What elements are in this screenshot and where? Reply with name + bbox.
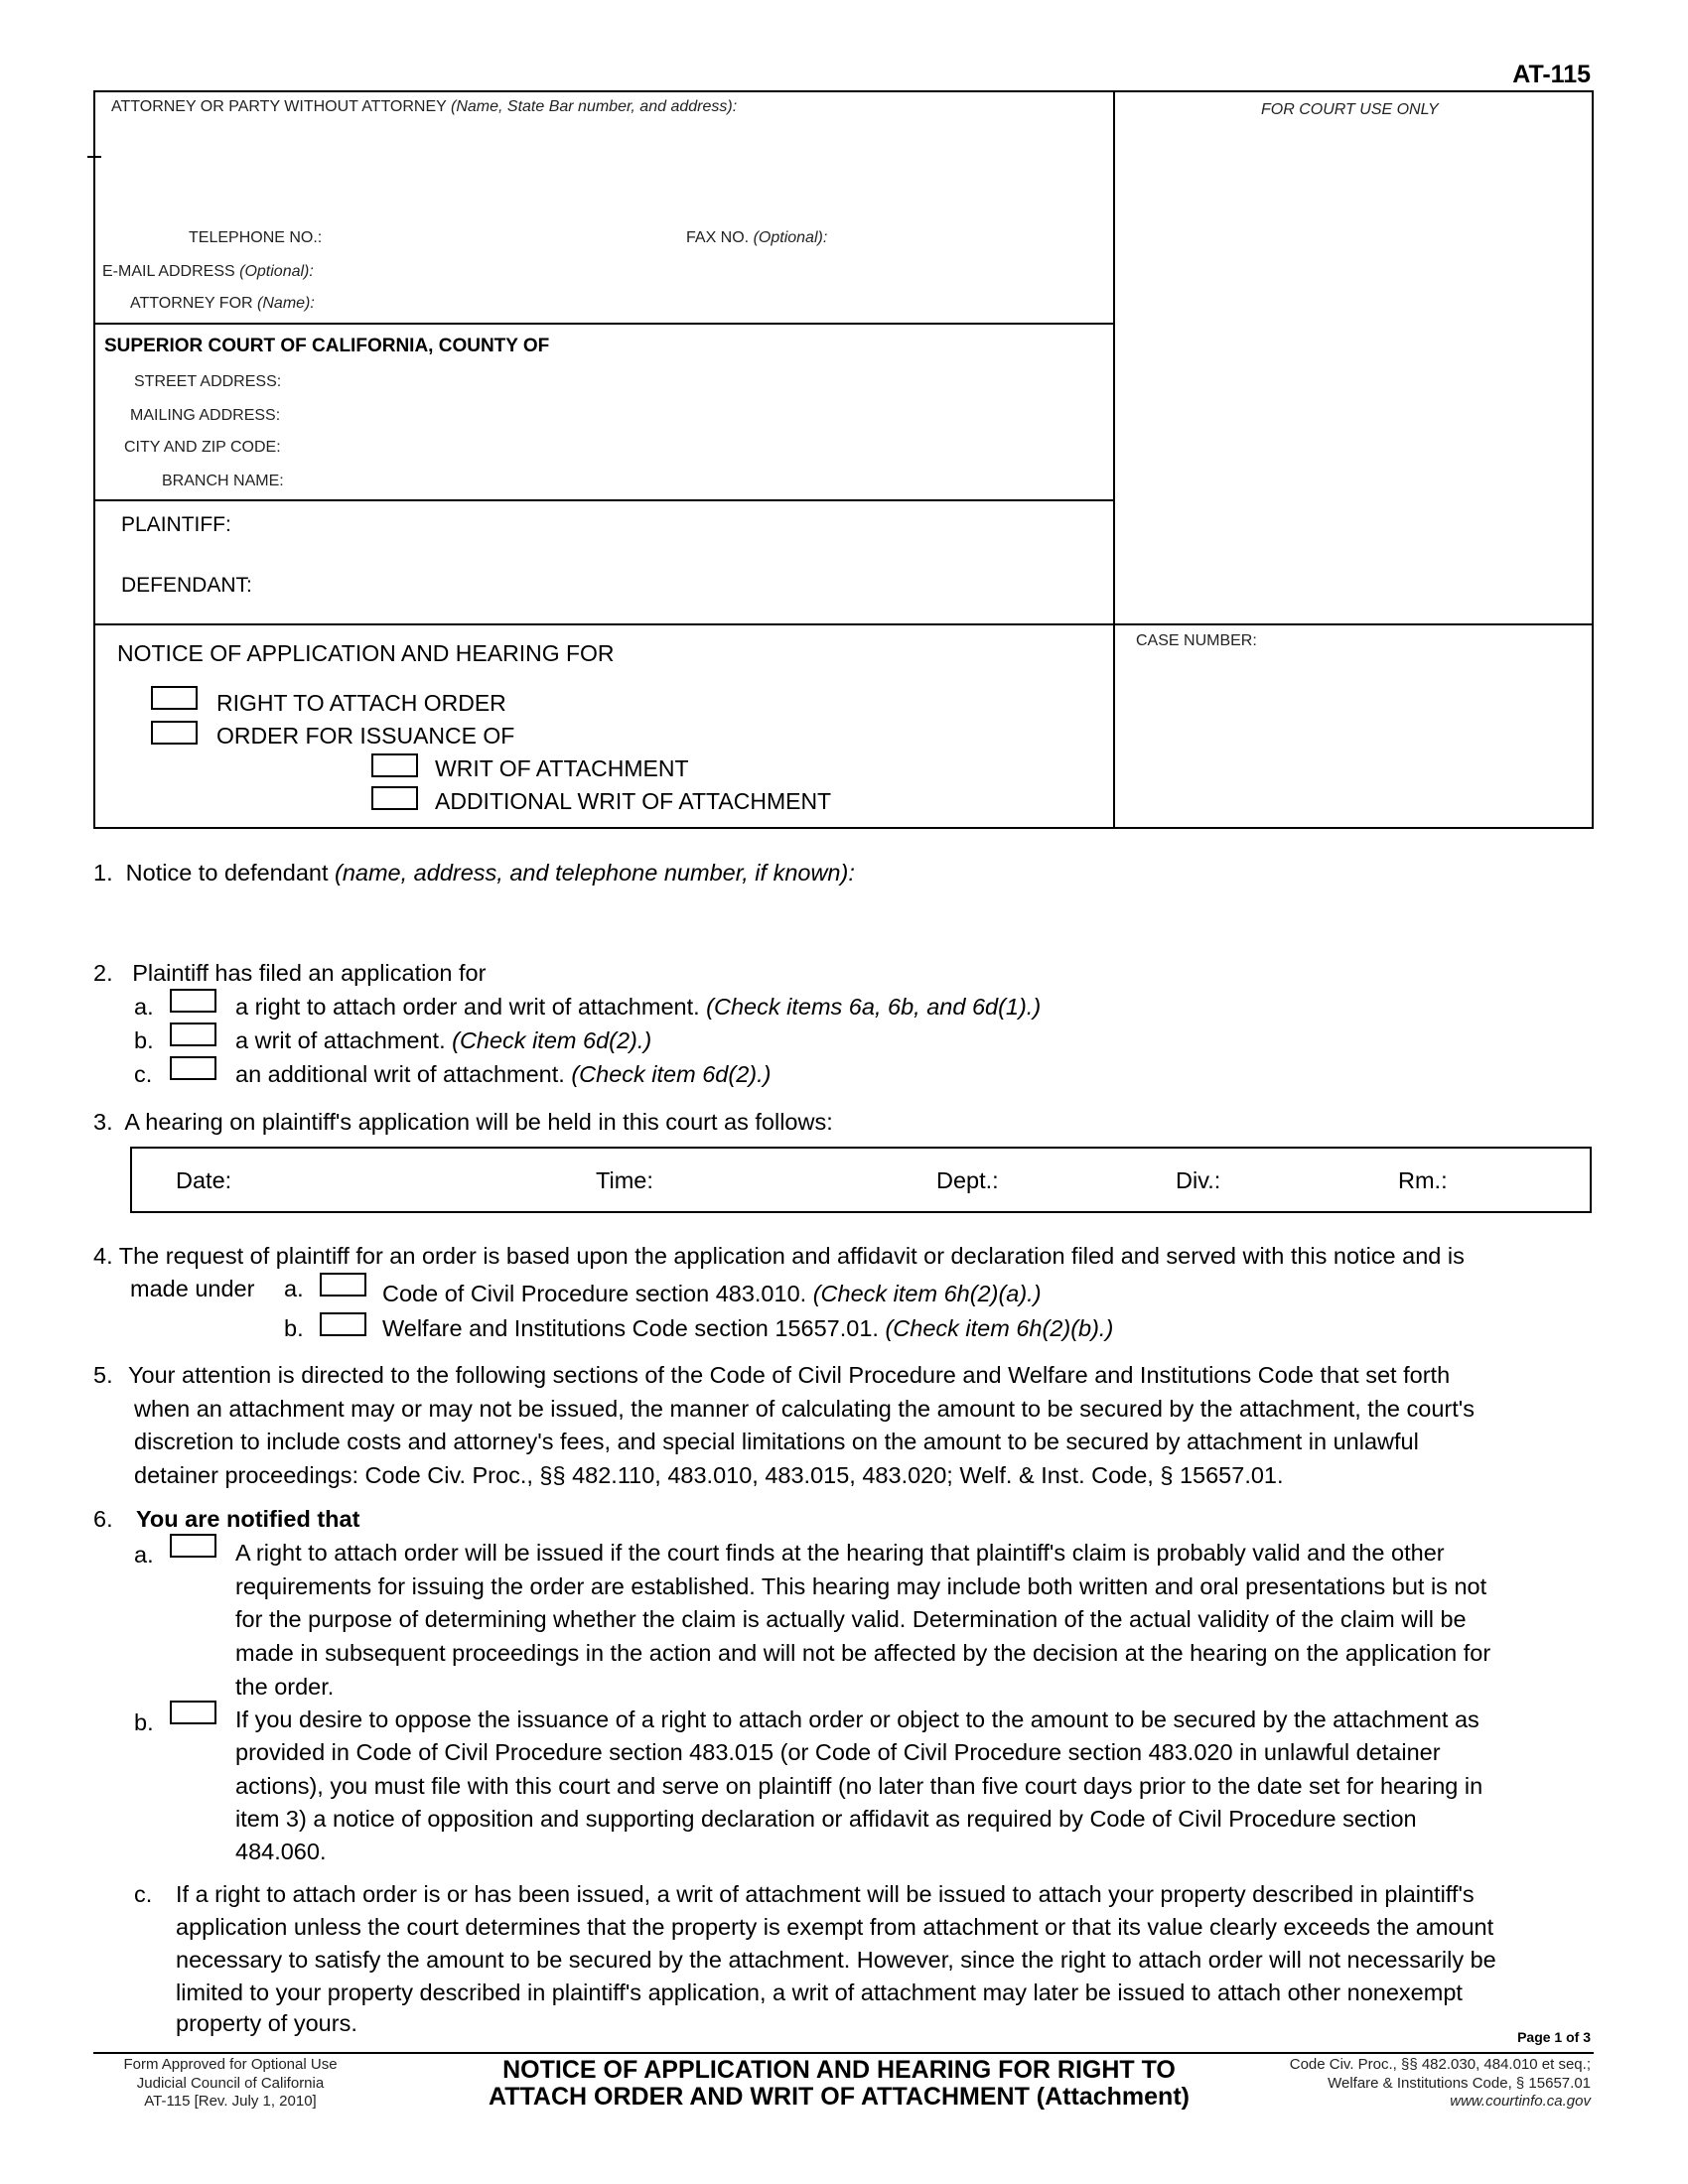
item-6c-line: If a right to attach order is or has been issued, a writ of attachment will be issued to attach your property described in plaintiff's [176, 1881, 1475, 1907]
item-6b-line: item 3) a notice of opposition and supporting declaration or affidavit as required by Code of Civil Procedure section [235, 1806, 1417, 1832]
checkbox-writ[interactable] [371, 753, 418, 777]
attorney-label[interactable]: ATTORNEY OR PARTY WITHOUT ATTORNEY (Name, State Bar number, and address): [111, 98, 738, 115]
item-6c-line: necessary to satisfy the amount to be secured by the attachment. However, since the right to attach order will not necessarily be [176, 1947, 1496, 1973]
form-id: AT-115 [1512, 61, 1591, 88]
hearing-rm-field[interactable]: Rm.: [1398, 1167, 1448, 1193]
item-2c: an additional writ of attachment. (Check item 6d(2).) [235, 1061, 772, 1087]
item-6c-letter: c. [134, 1881, 153, 1907]
divider [1113, 90, 1115, 829]
item-6b-letter: b. [134, 1709, 154, 1735]
item-4a-letter: a. [284, 1276, 304, 1301]
footer-divider [93, 2052, 1594, 2054]
case-number-field[interactable]: CASE NUMBER: [1136, 632, 1257, 649]
court-use-label: FOR COURT USE ONLY [1261, 101, 1439, 118]
footer-title [417, 2057, 1261, 2111]
street-address-field[interactable]: STREET ADDRESS: [134, 373, 282, 390]
mailing-address-field[interactable]: MAILING ADDRESS: [130, 407, 281, 424]
court-name-field[interactable]: SUPERIOR COURT OF CALIFORNIA, COUNTY OF [104, 336, 550, 356]
footer-citation: Welfare & Institutions Code, § 15657.01 [1328, 2074, 1591, 2092]
divider [93, 499, 1114, 501]
email-field[interactable]: E-MAIL ADDRESS (Optional): [102, 263, 314, 280]
field-mark [87, 156, 101, 158]
item-5-num: 5. [93, 1362, 113, 1388]
item-6a-line: the order. [235, 1674, 335, 1700]
item-6a-line: A right to attach order will be issued if the court finds at the hearing that plaintiff's claim is probably valid and the other [235, 1540, 1445, 1566]
plaintiff-field[interactable]: PLAINTIFF: [121, 513, 231, 536]
checkbox-right-to-attach[interactable] [151, 686, 198, 710]
item-6-heading: You are notified that [136, 1506, 360, 1532]
item-4b: Welfare and Institutions Code section 15657.01. (Check item 6h(2)(b).) [382, 1315, 1114, 1341]
checkbox-order-for-issuance[interactable] [151, 721, 198, 745]
item-2a-letter: a. [134, 994, 154, 1020]
footer-left-line: Form Approved for Optional Use [123, 2056, 338, 2073]
item-5-line: when an attachment may or may not be issued, the manner of calculating the amount to be secured by the attachment, the court's [134, 1396, 1475, 1422]
checkbox-4b[interactable] [320, 1312, 366, 1336]
item-2: 2. Plaintiff has filed an application for [93, 960, 487, 986]
checkbox-2a[interactable] [170, 989, 216, 1013]
attorney-for-field[interactable]: ATTORNEY FOR (Name): [130, 295, 315, 312]
option-writ: WRIT OF ATTACHMENT [435, 755, 689, 781]
item-6b-line: actions), you must file with this court and serve on plaintiff (no later than five court days prior to the date set for hearing in [235, 1773, 1483, 1799]
item-4a: Code of Civil Procedure section 483.010. (Check item 6h(2)(a).) [382, 1281, 1042, 1306]
footer-right [1290, 2056, 1591, 2112]
item-6a-line: made in subsequent proceedings in the action and will not be affected by the decision at the hearing on the application for [235, 1640, 1491, 1666]
footer-left-line: Judicial Council of California [136, 2074, 325, 2092]
caption-box [93, 90, 1594, 829]
item-3: 3. A hearing on plaintiff's application will be held in this court as follows: [93, 1109, 833, 1135]
item-2b: a writ of attachment. (Check item 6d(2).) [235, 1027, 652, 1053]
item-6-num: 6. [93, 1506, 113, 1532]
divider [93, 623, 1594, 625]
defendant-field[interactable]: DEFENDANT: [121, 574, 252, 597]
item-2c-letter: c. [134, 1061, 153, 1087]
checkbox-6b[interactable] [170, 1701, 216, 1724]
checkbox-4a[interactable] [320, 1273, 366, 1297]
item-6b-line: provided in Code of Civil Procedure section 483.015 (or Code of Civil Procedure section 483.020 in unlawful detainer [235, 1739, 1441, 1765]
telephone-field[interactable]: TELEPHONE NO.: [189, 229, 323, 246]
item-6a-line: requirements for issuing the order are established. This hearing may include both written and oral presentations but is not [235, 1573, 1487, 1599]
item-6c-line: limited to your property described in plaintiff's application, a writ of attachment may later be issued to attach other nonexempt [176, 1979, 1463, 2005]
footer-left [101, 2056, 359, 2112]
item-5-line: discretion to include costs and attorney's fees, and special limitations on the amount to be secured by attachment in unlawful [134, 1429, 1419, 1454]
hearing-time-field[interactable]: Time: [596, 1167, 653, 1193]
checkbox-2b[interactable] [170, 1023, 216, 1046]
item-6c-line: application unless the court determines that the property is exempt from attachment or that its value clearly exceeds the amount [176, 1914, 1494, 1940]
footer-title-line: ATTACH ORDER AND WRIT OF ATTACHMENT (Attachment) [489, 2083, 1190, 2111]
checkbox-6a[interactable] [170, 1534, 216, 1558]
item-4b-letter: b. [284, 1315, 304, 1341]
item-1: 1. Notice to defendant (name, address, and telephone number, if known): [93, 860, 855, 886]
fax-field[interactable]: FAX NO. (Optional): [686, 229, 828, 246]
hearing-date-field[interactable]: Date: [176, 1167, 232, 1193]
item-6a-line: for the purpose of determining whether the claim is actually valid. Determination of the actual validity of the claim will be [235, 1606, 1467, 1632]
checkbox-2c[interactable] [170, 1056, 216, 1080]
hearing-table [130, 1147, 1592, 1213]
branch-name-field[interactable]: BRANCH NAME: [162, 473, 284, 489]
footer-left-line: AT-115 [Rev. July 1, 2010] [144, 2093, 317, 2110]
item-4: 4. The request of plaintiff for an order is based upon the application and affidavit or declaration filed and served with this notice and is [93, 1243, 1465, 1269]
option-additional-writ: ADDITIONAL WRIT OF ATTACHMENT [435, 788, 832, 814]
option-order-for-issuance: ORDER FOR ISSUANCE OF [216, 723, 515, 749]
footer-title-line: NOTICE OF APPLICATION AND HEARING FOR RIGHT TO [502, 2056, 1176, 2084]
footer-website-link[interactable]: www.courtinfo.ca.gov [1450, 2093, 1591, 2110]
item-5-line: Your attention is directed to the following sections of the Code of Civil Procedure and Welfare and Institutions Code that set forth [128, 1362, 1451, 1388]
checkbox-additional-writ[interactable] [371, 786, 418, 810]
item-6b-line: If you desire to oppose the issuance of a right to attach order or object to the amount to be secured by the attachment as [235, 1706, 1479, 1732]
item-2b-letter: b. [134, 1027, 154, 1053]
page-number: Page 1 of 3 [1517, 2029, 1591, 2045]
item-4-made-under: made under [130, 1276, 255, 1301]
option-right-to-attach: RIGHT TO ATTACH ORDER [216, 690, 506, 716]
item-2a: a right to attach order and writ of attachment. (Check items 6a, 6b, and 6d(1).) [235, 994, 1042, 1020]
divider [93, 323, 1114, 325]
city-zip-field[interactable]: CITY AND ZIP CODE: [124, 439, 281, 456]
notice-title: NOTICE OF APPLICATION AND HEARING FOR [117, 640, 615, 666]
item-5-line: detainer proceedings: Code Civ. Proc., §§ 482.110, 483.010, 483.015, 483.020; Welf. & Inst. Code, § 15657.01. [134, 1462, 1284, 1488]
hearing-dept-field[interactable]: Dept.: [936, 1167, 999, 1193]
footer-citation: Code Civ. Proc., §§ 482.030, 484.010 et seq.; [1289, 2056, 1591, 2073]
item-6b-line: 484.060. [235, 1839, 327, 1864]
item-6c-line: property of yours. [176, 2010, 357, 2036]
item-6a-letter: a. [134, 1542, 154, 1568]
hearing-div-field[interactable]: Div.: [1176, 1167, 1221, 1193]
